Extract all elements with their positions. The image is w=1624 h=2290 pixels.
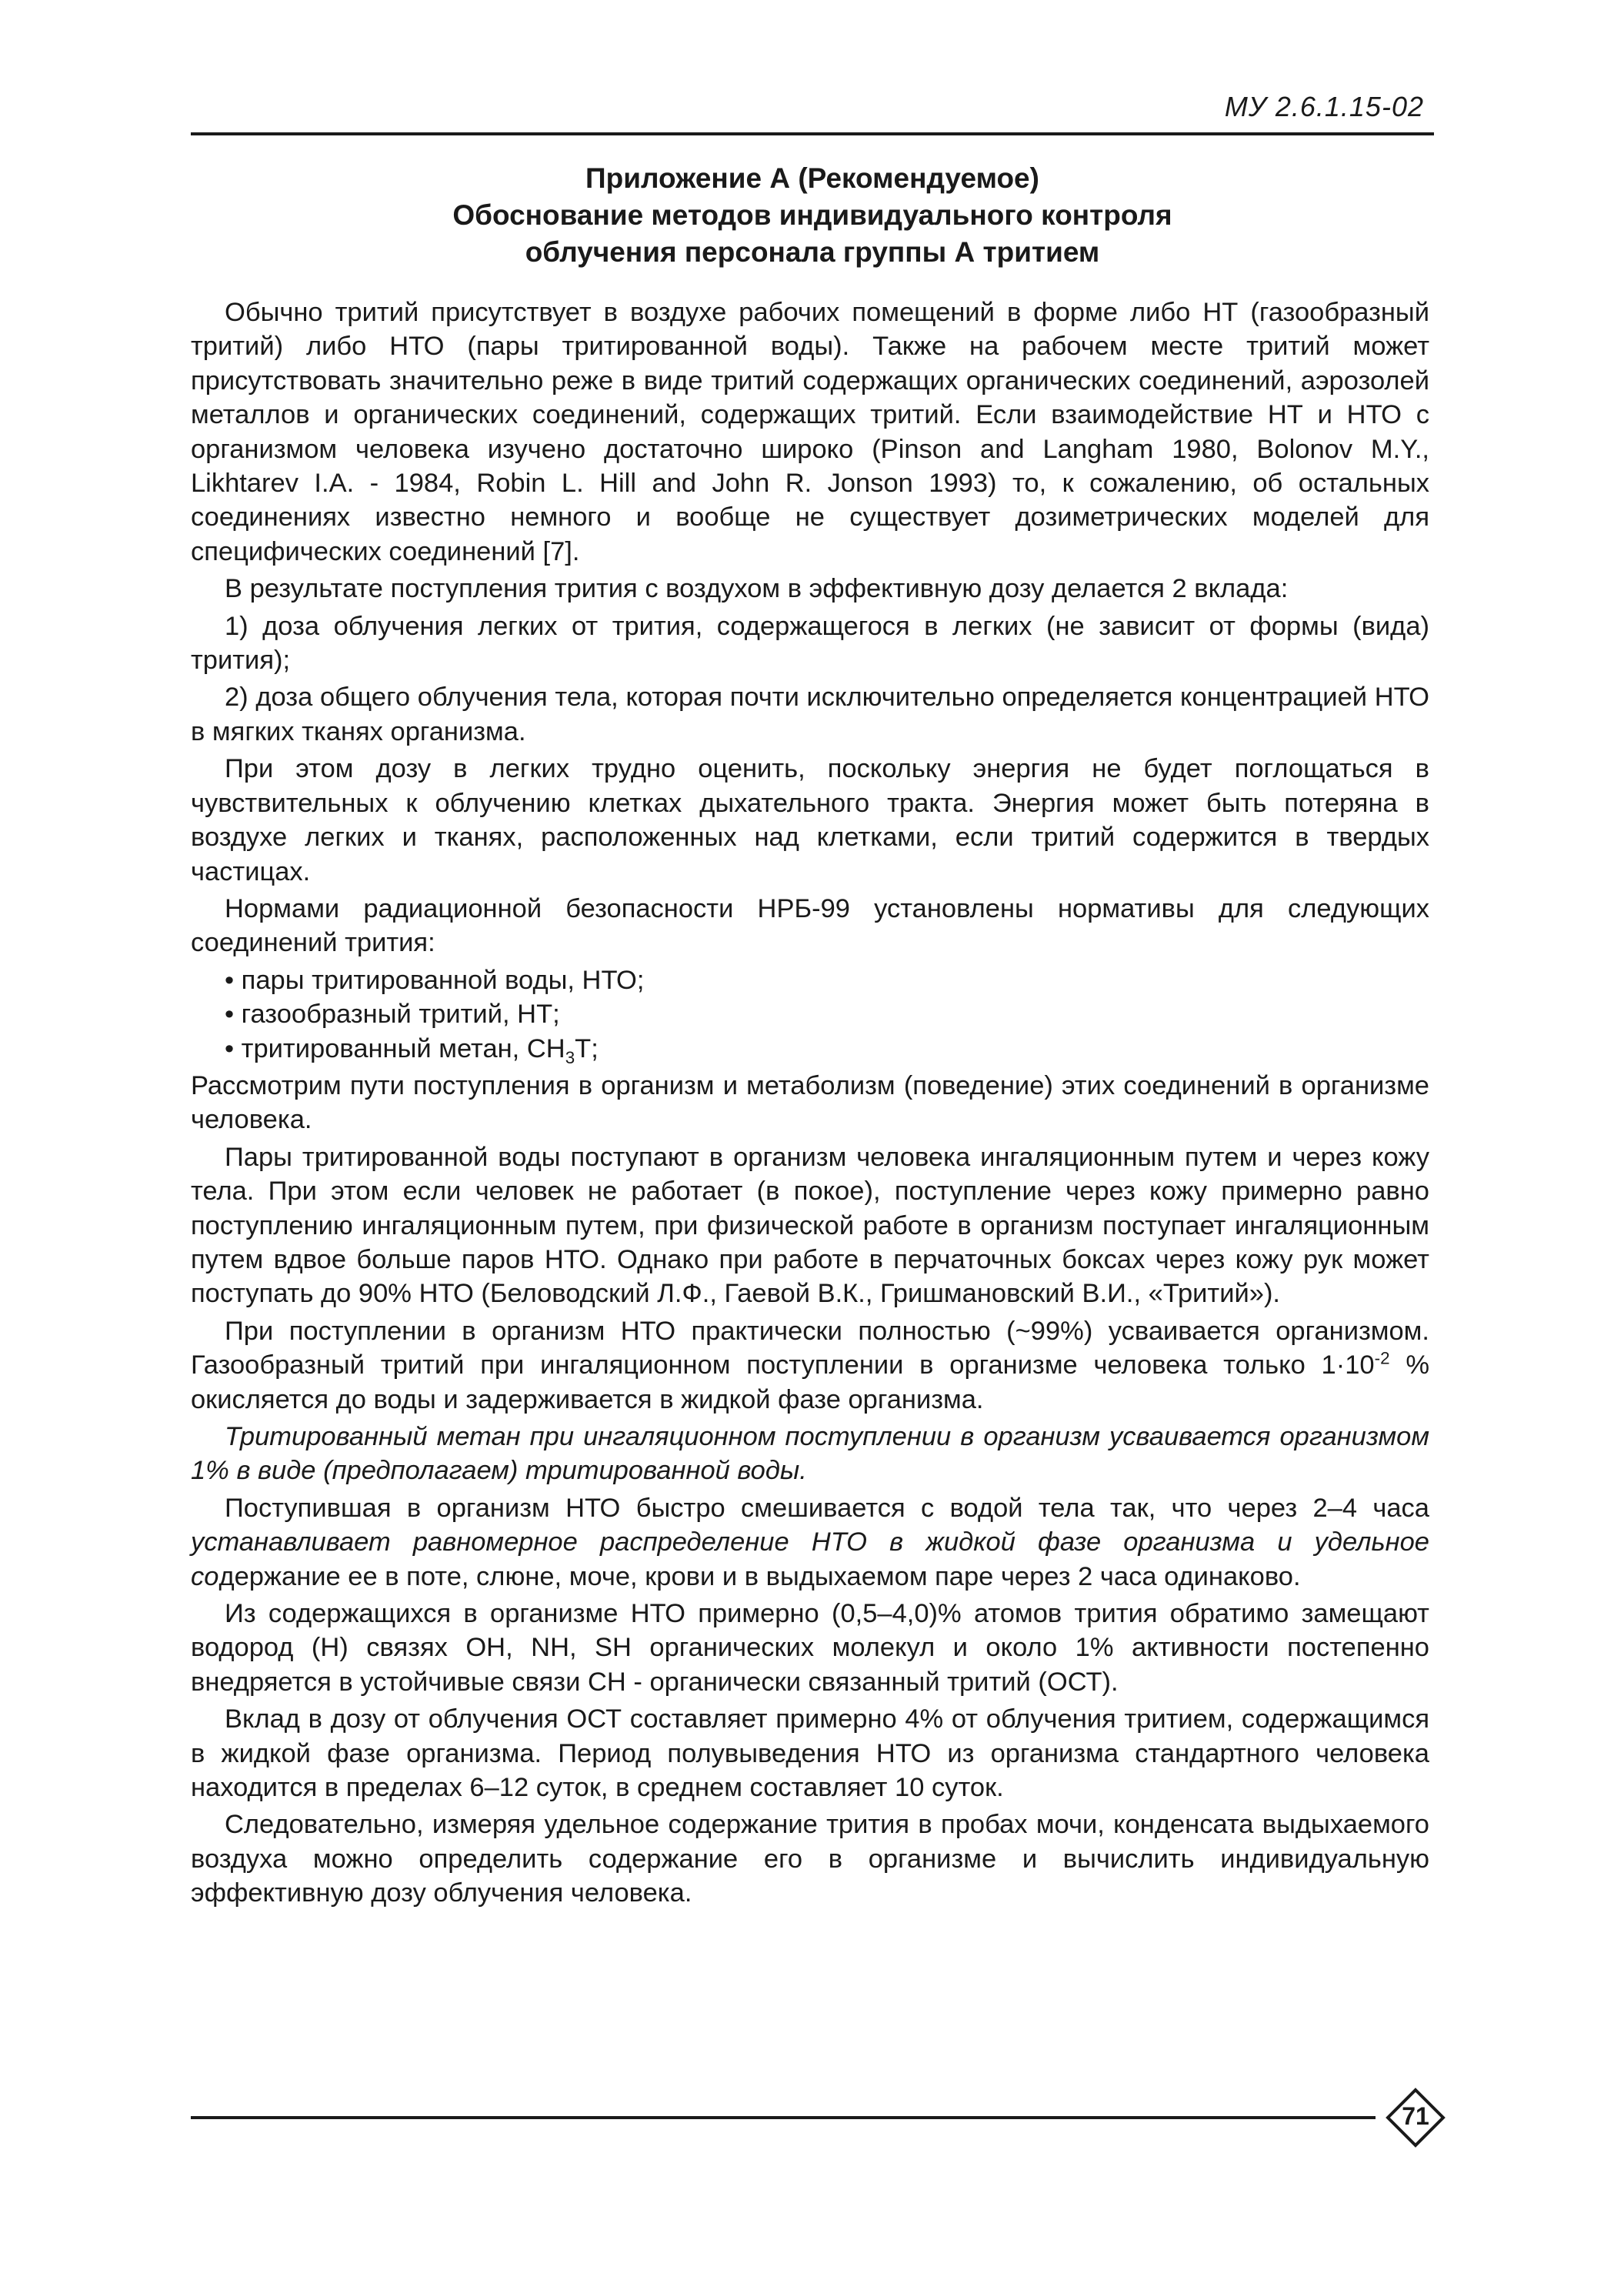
- paragraph-11-text: Поступившая в организм НТО быстро смешивается с водой тела так, что через 2–4 часа: [225, 1493, 1429, 1523]
- paragraph-14: Следовательно, измеряя удельное содержание трития в пробах мочи, конденсата выдыхаемого воздуха можно определить содержание его в организме и вычислить индивидуальную эффективную дозу облучения человека.: [191, 1810, 1429, 1908]
- paragraph-1: Обычно тритий присутствует в воздухе рабочих помещений в форме либо НТ (газообразный тритий) либо НТО (пары тритированной воды). Также на рабочем месте тритий может присутствовать значительно реже в виде тритий содержащих органических соединений, аэрозолей металлов и органических соединений, содержащих тритий. Если взаимодействие НТ и НТО с организмом человека изучено достаточно широко (Pinson and Langham 1980, Bolonov M.Y., Likhtarev I.A. - 1984, Robin L. Hill and John R. Jonson 1993) то, к сожалению, об остальных соединениях известно немного и вообще не существует дозиметрических моделей для специфических соединений [7].: [191, 298, 1429, 566]
- list-item-text: тритированный метан, СН: [241, 1033, 565, 1063]
- compounds-list: [191, 963, 1429, 1066]
- appendix-title: [191, 160, 1434, 271]
- paragraph-8: Пары тритированной воды поступают в организм человека ингаляционным путем и через кожу тела. При этом если человек не работает (в покое), поступление через кожу примерно равно поступлению ингаляционным путем, при физической работе в организм поступает ингаляционным путем вдвое больше паров НТО. Однако при работе в перчаточных боксах через кожу рук может поступать до 90% НТО (Беловодский Л.Ф., Гаевой В.К., Гришмановский В.И., «Тритий»).: [191, 1142, 1429, 1309]
- page-number-badge: [1377, 2079, 1454, 2156]
- paragraph-12: Из содержащихся в организме НТО примерно (0,5–4,0)% атомов трития обратимо замещают водород (Н) связях ОН, NH, SH органических молекул и около 1% активности постепенно внедряется в устойчивые связи СН - органически связанный тритий (ОСТ).: [191, 1599, 1429, 1697]
- paragraph-9-text: При поступлении в организм НТО практически полностью (~99%) усваивается организмом. Газообразный тритий при ингаляционном поступлении в организме человека только 1·10: [191, 1316, 1429, 1380]
- list-item: • пары тритированной воды, НТО;: [225, 963, 1429, 997]
- paragraph-9-text-end: % окисляется до воды и задерживается в жидкой фазе организма.: [191, 1350, 1429, 1414]
- list-item-text-end: Т;: [575, 1033, 599, 1063]
- paragraph-3: 1) доза облучения легких от трития, содержащегося в легких (не зависит от формы (вида) трития);: [191, 611, 1429, 676]
- title-line-2: Обоснование методов индивидуального контроля: [452, 199, 1172, 231]
- page-number: 71: [1402, 2102, 1429, 2130]
- paragraph-7: Рассмотрим пути поступления в организм и метаболизм (поведение) этих соединений в организме человека.: [191, 1070, 1429, 1135]
- list-item: • газообразный тритий, НТ;: [225, 997, 1429, 1031]
- exponent: -2: [1374, 1348, 1390, 1368]
- paragraph-11-italic: устанавливает равномерное распределение НТО в жидкой фазе организма и удельное со: [191, 1527, 1429, 1591]
- document-code: МУ 2.6.1.15-02: [1224, 91, 1424, 122]
- title-line-3: облучения персонала группы А тритием: [525, 236, 1100, 268]
- paragraph-10: Тритированный метан при ингаляционном поступлении в организм усваивается организмом 1% в виде (предполагаем) тритированной воды.: [191, 1422, 1429, 1486]
- list-item: [225, 1032, 1429, 1066]
- paragraph-5: При этом дозу в легких трудно оценить, поскольку энергия не будет поглощаться в чувствительных к облучению клетках дыхательного тракта. Энергия может быть потеряна в воздухе легких и тканях, расположенных над клетками, если тритий содержится в твердых частицах.: [191, 754, 1429, 886]
- paragraph-11-text-end: держание ее в поте, слюне, моче, крови и в выдыхаемом паре через 2 часа одинаково.: [218, 1561, 1301, 1591]
- header-rule: [191, 132, 1434, 135]
- subscript: 3: [565, 1047, 575, 1067]
- footer-rule: [191, 2116, 1376, 2119]
- paragraph-6: Нормами радиационной безопасности НРБ-99 установлены нормативы для следующих соединений трития:: [191, 893, 1429, 958]
- paragraph-9: [191, 1314, 1429, 1417]
- paragraph-13: Вклад в дозу от облучения ОСТ составляет примерно 4% от облучения тритием, содержащимся в жидкой фазе организма. Период полувыведения НТО из организма стандартного человека находится в пределах 6–12 суток, в среднем составляет 10 суток.: [191, 1704, 1429, 1803]
- paragraph-2: В результате поступления трития с воздухом в эффективную дозу делается 2 вклада:: [225, 574, 1289, 604]
- title-line-1: Приложение А (Рекомендуемое): [585, 162, 1039, 194]
- body-text: [191, 295, 1429, 1914]
- paragraph-4: 2) доза общего облучения тела, которая почти исключительно определяется концентрацией НТО в мягких тканях организма.: [191, 683, 1429, 746]
- paragraph-11: [191, 1491, 1429, 1594]
